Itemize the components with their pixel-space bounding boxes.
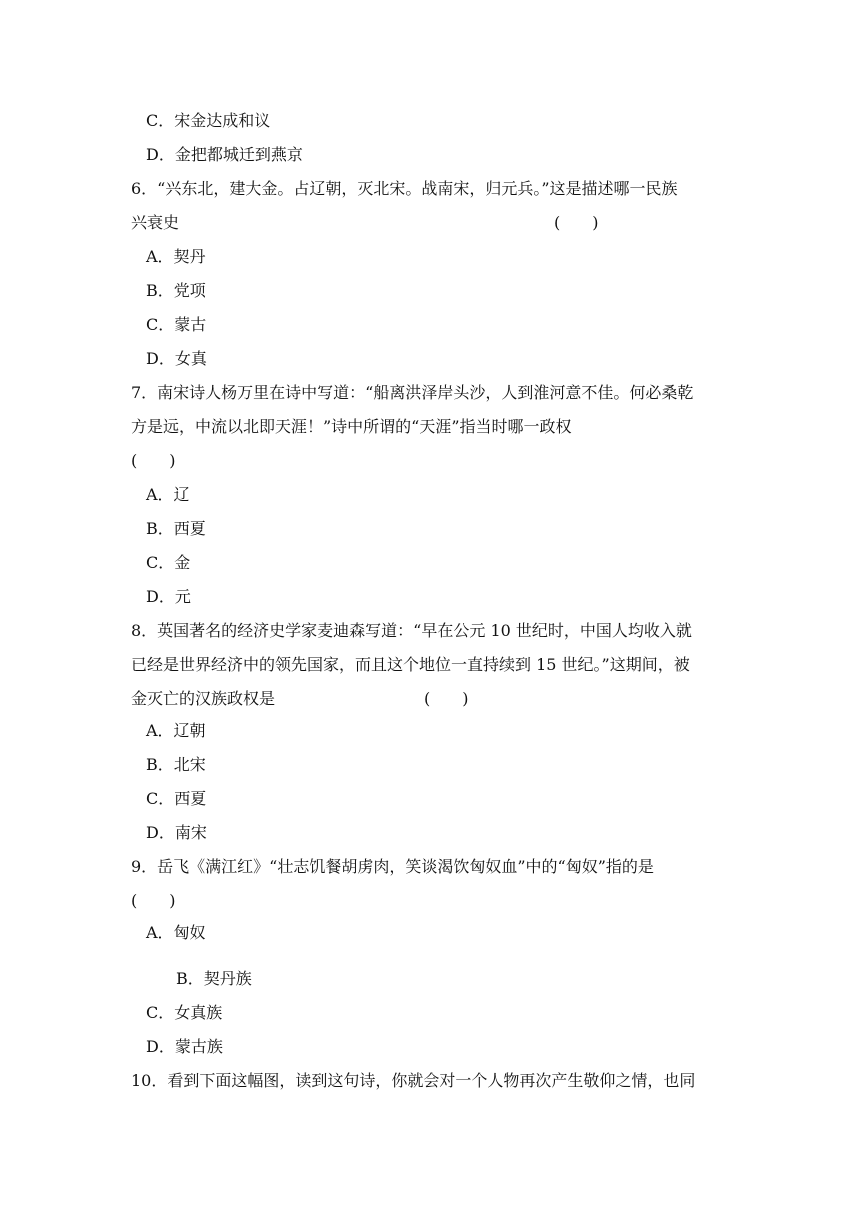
q9-option-a: A．匈奴 (146, 923, 206, 942)
q6-answer-blank: ( ) (554, 213, 599, 232)
q5-option-d: D．金把都城迁到燕京 (146, 145, 303, 164)
q6-option-b: B．党项 (146, 281, 206, 300)
q7-stem-line1: 7．南宋诗人杨万里在诗中写道：“船离洪泽岸头沙，人到淮河意不佳。何必桑乾 (131, 383, 694, 402)
q7-stem-line2: 方是远，中流以北即天涯！”诗中所谓的“天涯”指当时哪一政权 (131, 417, 572, 436)
q8-option-c: C．西夏 (146, 789, 207, 808)
q7-option-c: C．金 (146, 553, 191, 572)
q10-stem-line1: 10．看到下面这幅图，读到这句诗，你就会对一个人物再次产生敬仰之情，也同 (131, 1071, 696, 1090)
q8-option-a: A．辽朝 (146, 721, 206, 740)
q7-option-d: D．元 (146, 587, 191, 606)
q8-stem-line2: 已经是世界经济中的领先国家，而且这个地位一直持续到 15 世纪。”这期间，被 (131, 655, 690, 674)
q8-option-d: D．南宋 (146, 823, 207, 842)
q5-option-c: C．宋金达成和议 (146, 111, 271, 130)
q8-stem-line1: 8．英国著名的经济史学家麦迪森写道：“早在公元 10 世纪时，中国人均收入就 (131, 621, 692, 640)
q9-answer-blank: ( ) (131, 891, 176, 910)
q8-answer-blank: ( ) (424, 689, 469, 708)
q9-option-c: C．女真族 (146, 1003, 223, 1022)
q6-stem-line2: 兴衰史 (131, 213, 180, 232)
q9-option-b: B．契丹族 (176, 969, 252, 988)
q7-option-b: B．西夏 (146, 519, 206, 538)
q7-option-a: A．辽 (146, 485, 190, 504)
q7-answer-blank: ( ) (131, 451, 176, 470)
q6-stem-line1: 6．“兴东北，建大金。占辽朝，灭北宋。战南宋，归元兵。”这是描述哪一民族 (131, 179, 678, 198)
q6-option-d: D．女真 (146, 349, 207, 368)
q9-option-d: D．蒙古族 (146, 1037, 223, 1056)
q6-option-a: A．契丹 (146, 247, 206, 266)
q9-stem-line1: 9．岳飞《满江红》“壮志饥餐胡虏肉，笑谈渴饮匈奴血”中的“匈奴”指的是 (131, 857, 654, 876)
q8-option-b: B．北宋 (146, 755, 206, 774)
q6-option-c: C．蒙古 (146, 315, 207, 334)
q8-stem-line3: 金灭亡的汉族政权是 (131, 689, 276, 708)
